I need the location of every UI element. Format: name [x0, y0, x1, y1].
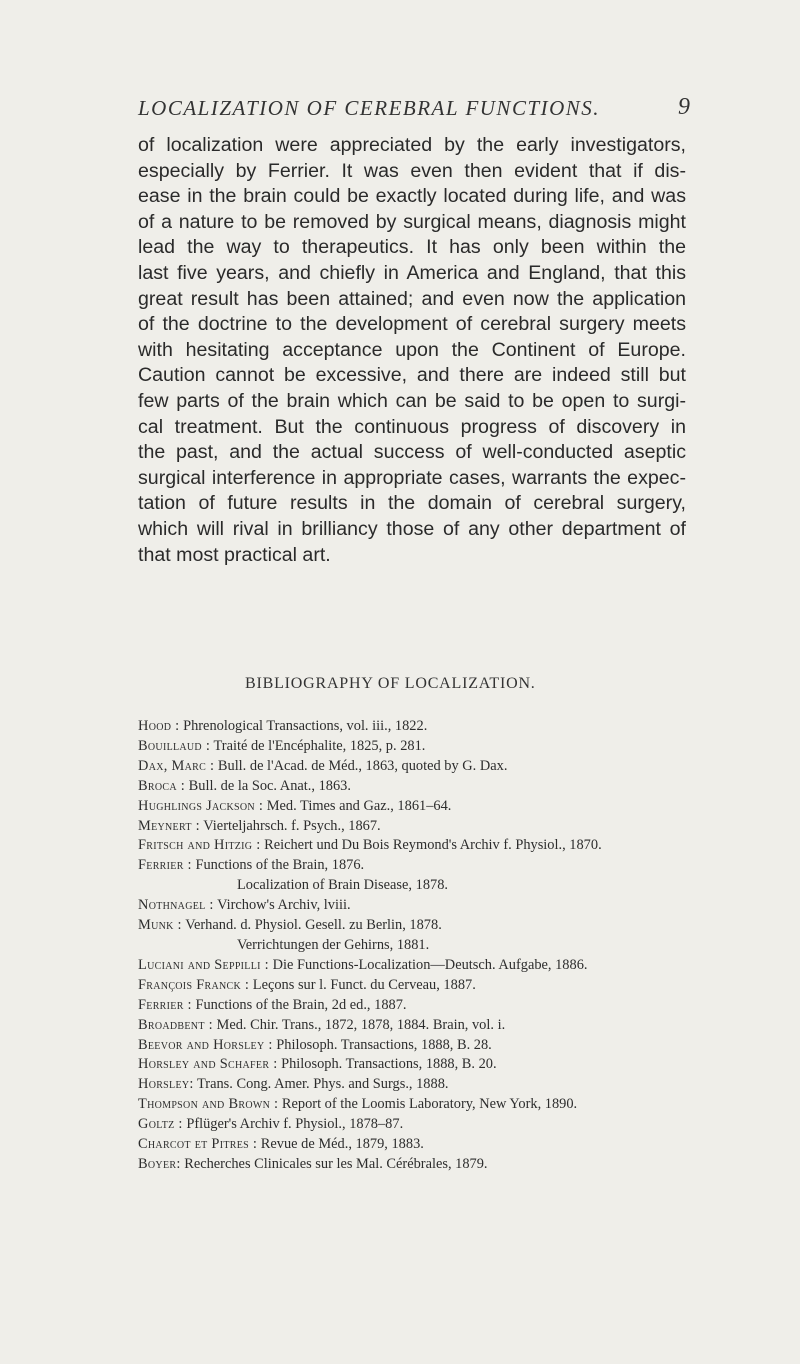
entry-reference: Verrichtungen der Gehirns, 1881. [237, 936, 430, 953]
bibliography-entry [138, 836, 698, 856]
bibliography-entry [138, 1135, 698, 1155]
bibliography-entry [138, 856, 698, 876]
entry-author: François Franck : [138, 976, 250, 993]
bibliography-entry [138, 896, 698, 916]
entry-reference: Verhand. d. Physiol. Gesell. zu Berlin, 1878. [181, 917, 442, 934]
bibliography-entry [138, 956, 698, 976]
entry-author: Hood : [138, 718, 180, 734]
entry-reference: Functions of the Brain, 2d ed., 1887. [191, 996, 407, 1013]
bibliography-entry [138, 777, 698, 797]
entry-author: Luciani and Seppilli : [138, 956, 269, 973]
bibliography-entry [138, 1095, 698, 1115]
bibliography-entry [138, 737, 698, 757]
entry-author: Munk : [138, 917, 182, 934]
body-line: of localization were appreciated by the early investigators, [138, 134, 686, 156]
bibliography-entry [138, 1115, 698, 1135]
body-line: surgical interference in appropriate cases, warrants the expec- [138, 466, 686, 489]
bibliography-entry [138, 1016, 698, 1036]
bibliography-entry [138, 936, 698, 956]
body-line: of the doctrine to the development of cerebral surgery meets [138, 313, 686, 336]
bibliography-list [138, 717, 698, 1175]
entry-reference: Pflüger's Archiv f. Physiol., 1878–87. [182, 1116, 404, 1133]
entry-author: Meynert : [138, 817, 200, 834]
bibliography-entry [138, 717, 698, 737]
entry-author: Ferrier : [138, 857, 192, 874]
entry-reference: Med. Chir. Trans., 1872, 1878, 1884. Brain, vol. i. [212, 1016, 506, 1033]
body-line: ease in the brain could be exactly located during life, and was [138, 185, 686, 208]
entry-author: Thompson and Brown : [138, 1096, 279, 1113]
entry-author: Broadbent : [138, 1016, 213, 1033]
body-line: tation of future results in the domain of cerebral surgery, [138, 492, 686, 515]
entry-reference: Philosoph. Transactions, 1888, B. 20. [277, 1056, 497, 1073]
entry-reference: Virchow's Archiv, lviii. [213, 897, 351, 914]
page-number: 9 [678, 94, 690, 120]
body-line: cal treatment. But the continuous progress of discovery in [138, 415, 686, 438]
body-line: especially by Ferrier. It was even then evident that if dis- [138, 159, 686, 182]
entry-reference: Die Functions-Localization—Deutsch. Aufgabe, 1886. [268, 956, 588, 973]
entry-reference: Functions of the Brain, 1876. [191, 857, 365, 874]
bibliography-entry [138, 1075, 698, 1095]
entry-reference: Localization of Brain Disease, 1878. [237, 877, 448, 894]
entry-author: Ferrier : [138, 996, 192, 1013]
entry-reference: Leçons sur l. Funct. du Cerveau, 1887. [249, 976, 476, 993]
entry-reference: Phrenological Transactions, vol. iii., 1822. [179, 718, 428, 734]
bibliography-entry [138, 1155, 698, 1175]
body-line: last five years, and chiefly in America and England, that this [138, 261, 686, 284]
entry-reference: Philosoph. Transactions, 1888, B. 28. [272, 1036, 492, 1053]
bibliography-entry [138, 757, 698, 777]
body-line: great result has been attained; and even now the application [138, 287, 686, 310]
bibliography-entry [138, 1055, 698, 1075]
entry-author: Horsley: [138, 1076, 194, 1093]
bibliography-heading: BIBLIOGRAPHY OF LOCALIZATION. [245, 675, 536, 692]
entry-author: Bouillaud : [138, 737, 211, 754]
entry-author: Fritsch and Hitzig : [138, 837, 261, 854]
bibliography-entry [138, 916, 698, 936]
bibliography-entry [138, 976, 698, 996]
body-line: Caution cannot be excessive, and there are indeed still but [138, 364, 686, 387]
body-line: of a nature to be removed by surgical means, diagnosis might [138, 210, 686, 233]
body-line: that most practical art. [138, 543, 331, 566]
entry-reference: Trans. Cong. Amer. Phys. and Surgs., 1888. [193, 1076, 449, 1093]
entry-reference: Vierteljahrsch. f. Psych., 1867. [199, 817, 381, 834]
body-line: lead the way to therapeutics. It has only been within the [138, 236, 686, 259]
entry-author: Charcot et Pitres : [138, 1136, 258, 1153]
entry-reference: Revue de Méd., 1879, 1883. [257, 1136, 424, 1153]
body-line: with hesitating acceptance upon the Continent of Europe. [138, 338, 686, 361]
entry-author: Nothnagel : [138, 897, 214, 914]
entry-author: Broca : [138, 777, 186, 794]
entry-author: Beevor and Horsley : [138, 1036, 273, 1053]
entry-reference: Recherches Clinicales sur les Mal. Cérébrales, 1879. [180, 1155, 488, 1172]
entry-author: Goltz : [138, 1116, 183, 1133]
bibliography-entry [138, 996, 698, 1016]
bibliography-entry [138, 797, 698, 817]
body-line: the past, and the actual success of well-conducted aseptic [138, 441, 686, 464]
entry-author: Boyer: [138, 1155, 181, 1172]
entry-reference: Bull. de l'Acad. de Méd., 1863, quoted by G. Dax. [214, 757, 508, 774]
entry-author: Hughlings Jackson : [138, 797, 264, 814]
body-paragraph [138, 133, 686, 568]
bibliography-entry [138, 1036, 698, 1056]
bibliography-entry [138, 876, 698, 896]
body-line: few parts of the brain which can be said to be open to surgi- [138, 389, 686, 412]
body-line: which will rival in brilliancy those of any other department of [138, 517, 686, 540]
entry-reference: Bull. de la Soc. Anat., 1863. [185, 777, 351, 794]
bibliography-entry [138, 817, 698, 837]
entry-reference: Reichert und Du Bois Reymond's Archiv f. Physiol., 1870. [260, 837, 602, 854]
entry-reference: Report of the Loomis Laboratory, New York, 1890. [278, 1096, 578, 1113]
entry-reference: Traité de l'Encéphalite, 1825, p. 281. [210, 737, 426, 754]
entry-reference: Med. Times and Gaz., 1861–64. [263, 797, 452, 814]
running-head: LOCALIZATION OF CEREBRAL FUNCTIONS. [138, 96, 601, 120]
entry-author: Horsley and Schafer : [138, 1056, 278, 1073]
entry-author: Dax, Marc : [138, 757, 215, 774]
